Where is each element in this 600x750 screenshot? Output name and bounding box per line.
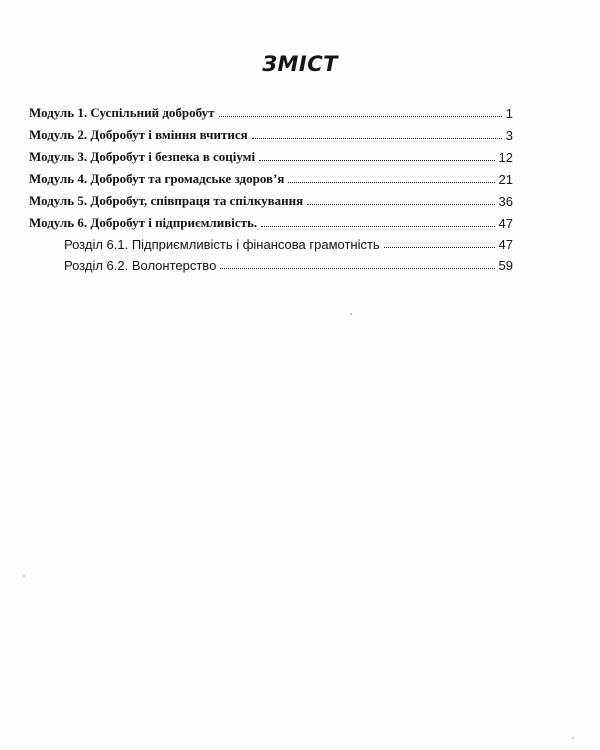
toc-entry-page: 1 [505,106,513,121]
toc-entry-section-6-2 [29,252,513,273]
dot-leader [259,160,494,161]
dot-leader [220,268,494,269]
toc-entry-page: 21 [498,172,513,187]
toc-entry-module-2 [29,121,513,143]
toc-entry-label: Розділ 6.2. Волонтерство [64,258,217,273]
toc-entry-label: Модуль 2. Добробут і вміння вчитися [29,127,248,142]
toc-entry-section-6-1 [29,231,513,252]
dot-leader [252,138,502,139]
toc-entry-label: Модуль 6. Добробут і підприємливість. [29,215,258,230]
toc-entry-page: 36 [498,194,513,209]
toc-entry-page: 47 [498,216,513,231]
page-title: ЗМІСТ [262,52,338,76]
toc-entry-module-6 [29,209,513,231]
dot-leader [261,226,494,227]
toc-entry-module-1 [29,99,513,121]
dot-leader [307,204,494,205]
table-of-contents [29,99,513,273]
toc-entry-label: Модуль 5. Добробут, співпраця та спілкування [29,193,304,208]
dot-leader [288,182,494,183]
toc-entry-page: 47 [498,237,513,252]
dot-leader [219,116,502,117]
dot-leader [384,247,495,248]
toc-entry-label: Модуль 4. Добробут та громадське здоров’я [29,171,285,186]
toc-entry-module-3 [29,143,513,165]
paper-speck [350,313,352,315]
toc-entry-label: Модуль 1. Суспільний добробут [29,105,215,120]
toc-entry-module-4 [29,165,513,187]
toc-entry-page: 12 [498,150,513,165]
toc-entry-module-5 [29,187,513,209]
paper-speck [23,575,25,577]
toc-entry-page: 59 [498,258,513,273]
toc-entry-label: Розділ 6.1. Підприємливість і фінансова грамотність [64,237,380,252]
toc-entry-page: 3 [505,128,513,143]
toc-entry-label: Модуль 3. Добробут і безпека в соціумі [29,149,256,164]
paper-speck [572,737,574,739]
